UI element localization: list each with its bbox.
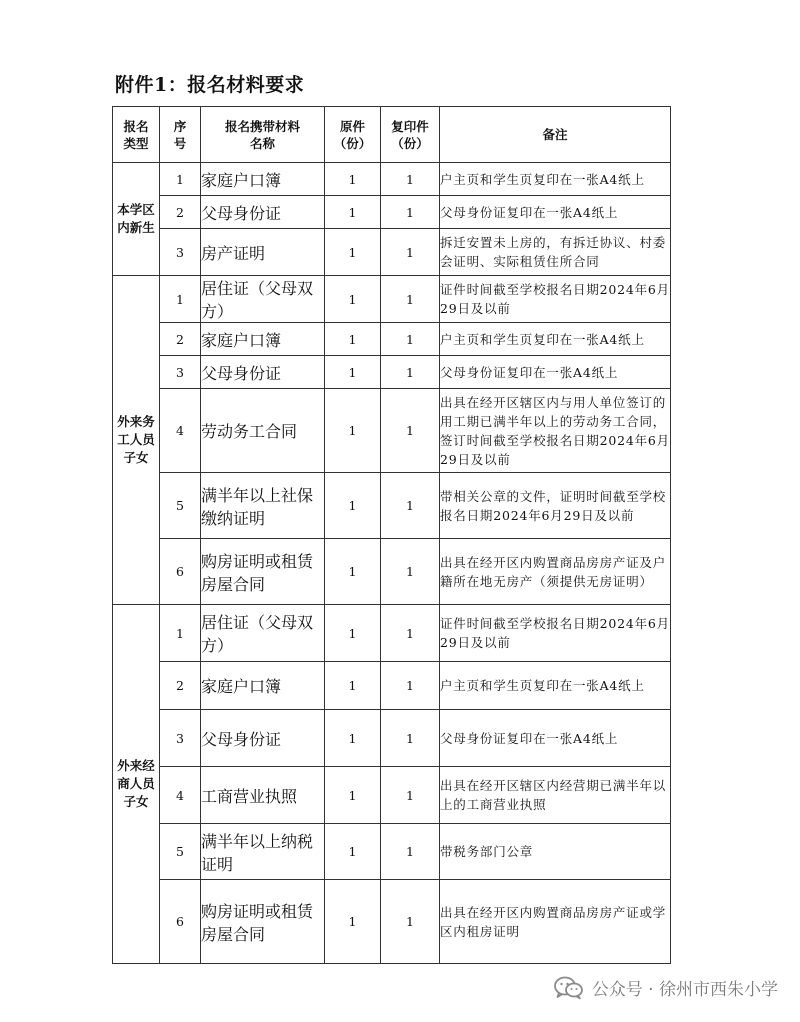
material-cell: 父母身份证 xyxy=(201,710,325,767)
material-cell: 满半年以上社保缴纳证明 xyxy=(201,473,325,539)
original-cell: 1 xyxy=(325,229,381,276)
material-cell: 满半年以上纳税证明 xyxy=(201,824,325,880)
note-cell: 户主页和学生页复印在一张A4纸上 xyxy=(440,662,671,710)
table-row xyxy=(113,605,671,662)
note-cell: 户主页和学生页复印在一张A4纸上 xyxy=(440,163,671,196)
seq-cell: 6 xyxy=(160,539,201,605)
material-cell: 居住证（父母双方） xyxy=(201,276,325,323)
copy-cell: 1 xyxy=(381,163,440,196)
table-header-row xyxy=(113,107,671,163)
original-cell: 1 xyxy=(325,880,381,964)
table-row xyxy=(113,710,671,767)
table-row xyxy=(113,389,671,473)
note-cell: 出具在经开区辖区内与用人单位签订的用工期已满半年以上的劳动务工合同，签订时间截至学校报名日期2024年6月29日及以前 xyxy=(440,389,671,473)
copy-cell: 1 xyxy=(381,605,440,662)
copy-cell: 1 xyxy=(381,323,440,356)
original-cell: 1 xyxy=(325,356,381,389)
copy-cell: 1 xyxy=(381,662,440,710)
material-cell: 劳动务工合同 xyxy=(201,389,325,473)
category-cell: 外来经商人员子女 xyxy=(113,605,160,964)
note-cell: 带相关公章的文件，证明时间截至学校报名日期2024年6月29日及以前 xyxy=(440,473,671,539)
original-cell: 1 xyxy=(325,710,381,767)
original-cell: 1 xyxy=(325,539,381,605)
seq-cell: 3 xyxy=(160,356,201,389)
seq-cell: 1 xyxy=(160,276,201,323)
material-cell: 居住证（父母双方） xyxy=(201,605,325,662)
watermark-text: 公众号 · 徐州市西朱小学 xyxy=(591,980,778,1000)
material-cell: 购房证明或租赁房屋合同 xyxy=(201,539,325,605)
material-cell: 房产证明 xyxy=(201,229,325,276)
table-row xyxy=(113,824,671,880)
material-cell: 家庭户口簿 xyxy=(201,323,325,356)
note-cell: 户主页和学生页复印在一张A4纸上 xyxy=(440,323,671,356)
original-cell: 1 xyxy=(325,824,381,880)
seq-cell: 3 xyxy=(160,710,201,767)
seq-cell: 4 xyxy=(160,389,201,473)
copy-cell: 1 xyxy=(381,710,440,767)
category-cell: 外来务工人员子女 xyxy=(113,276,160,605)
note-cell: 拆迁安置未上房的，有拆迁协议、村委会证明、实际租赁住所合同 xyxy=(440,229,671,276)
original-cell: 1 xyxy=(325,662,381,710)
copy-cell: 1 xyxy=(381,880,440,964)
seq-cell: 2 xyxy=(160,323,201,356)
seq-cell: 4 xyxy=(160,767,201,824)
header-original: 原件 （份） xyxy=(325,107,381,163)
header-material: 报名携带材料 名称 xyxy=(201,107,325,163)
original-cell: 1 xyxy=(325,767,381,824)
table-row xyxy=(113,662,671,710)
table-row xyxy=(113,356,671,389)
copy-cell: 1 xyxy=(381,824,440,880)
note-cell: 出具在经开区辖区内经营期已满半年以上的工商营业执照 xyxy=(440,767,671,824)
seq-cell: 5 xyxy=(160,473,201,539)
copy-cell: 1 xyxy=(381,389,440,473)
copy-cell: 1 xyxy=(381,356,440,389)
copy-cell: 1 xyxy=(381,276,440,323)
note-cell: 出具在经开区内购置商品房房产证或学区内租房证明 xyxy=(440,880,671,964)
seq-cell: 5 xyxy=(160,824,201,880)
seq-cell: 1 xyxy=(160,605,201,662)
seq-cell: 2 xyxy=(160,196,201,229)
note-cell: 出具在经开区内购置商品房房产证及户籍所在地无房产（须提供无房证明） xyxy=(440,539,671,605)
table-row xyxy=(113,323,671,356)
table-row xyxy=(113,163,671,196)
table-row xyxy=(113,767,671,824)
watermark xyxy=(554,975,778,1000)
material-cell: 家庭户口簿 xyxy=(201,163,325,196)
copy-cell: 1 xyxy=(381,229,440,276)
note-cell: 父母身份证复印在一张A4纸上 xyxy=(440,710,671,767)
page-title: 附件1：报名材料要求 xyxy=(115,74,305,96)
original-cell: 1 xyxy=(325,605,381,662)
header-copy: 复印件 （份） xyxy=(381,107,440,163)
seq-cell: 2 xyxy=(160,662,201,710)
copy-cell: 1 xyxy=(381,767,440,824)
seq-cell: 1 xyxy=(160,163,201,196)
original-cell: 1 xyxy=(325,323,381,356)
original-cell: 1 xyxy=(325,389,381,473)
original-cell: 1 xyxy=(325,163,381,196)
note-cell: 父母身份证复印在一张A4纸上 xyxy=(440,356,671,389)
copy-cell: 1 xyxy=(381,196,440,229)
table-row xyxy=(113,473,671,539)
table-row xyxy=(113,880,671,964)
seq-cell: 6 xyxy=(160,880,201,964)
material-cell: 家庭户口簿 xyxy=(201,662,325,710)
copy-cell: 1 xyxy=(381,473,440,539)
header-note: 备注 xyxy=(440,107,671,163)
material-cell: 父母身份证 xyxy=(201,196,325,229)
table-row xyxy=(113,276,671,323)
table-row xyxy=(113,196,671,229)
note-cell: 证件时间截至学校报名日期2024年6月29日及以前 xyxy=(440,276,671,323)
requirements-table xyxy=(112,106,671,964)
original-cell: 1 xyxy=(325,473,381,539)
material-cell: 父母身份证 xyxy=(201,356,325,389)
header-seq: 序 号 xyxy=(160,107,201,163)
note-cell: 证件时间截至学校报名日期2024年6月29日及以前 xyxy=(440,605,671,662)
note-cell: 父母身份证复印在一张A4纸上 xyxy=(440,196,671,229)
material-cell: 工商营业执照 xyxy=(201,767,325,824)
note-cell: 带税务部门公章 xyxy=(440,824,671,880)
wechat-icon xyxy=(554,976,584,1000)
material-cell: 购房证明或租赁房屋合同 xyxy=(201,880,325,964)
original-cell: 1 xyxy=(325,196,381,229)
table-row xyxy=(113,539,671,605)
table-row xyxy=(113,229,671,276)
header-category: 报名 类型 xyxy=(113,107,160,163)
original-cell: 1 xyxy=(325,276,381,323)
copy-cell: 1 xyxy=(381,539,440,605)
seq-cell: 3 xyxy=(160,229,201,276)
category-cell: 本学区内新生 xyxy=(113,163,160,276)
